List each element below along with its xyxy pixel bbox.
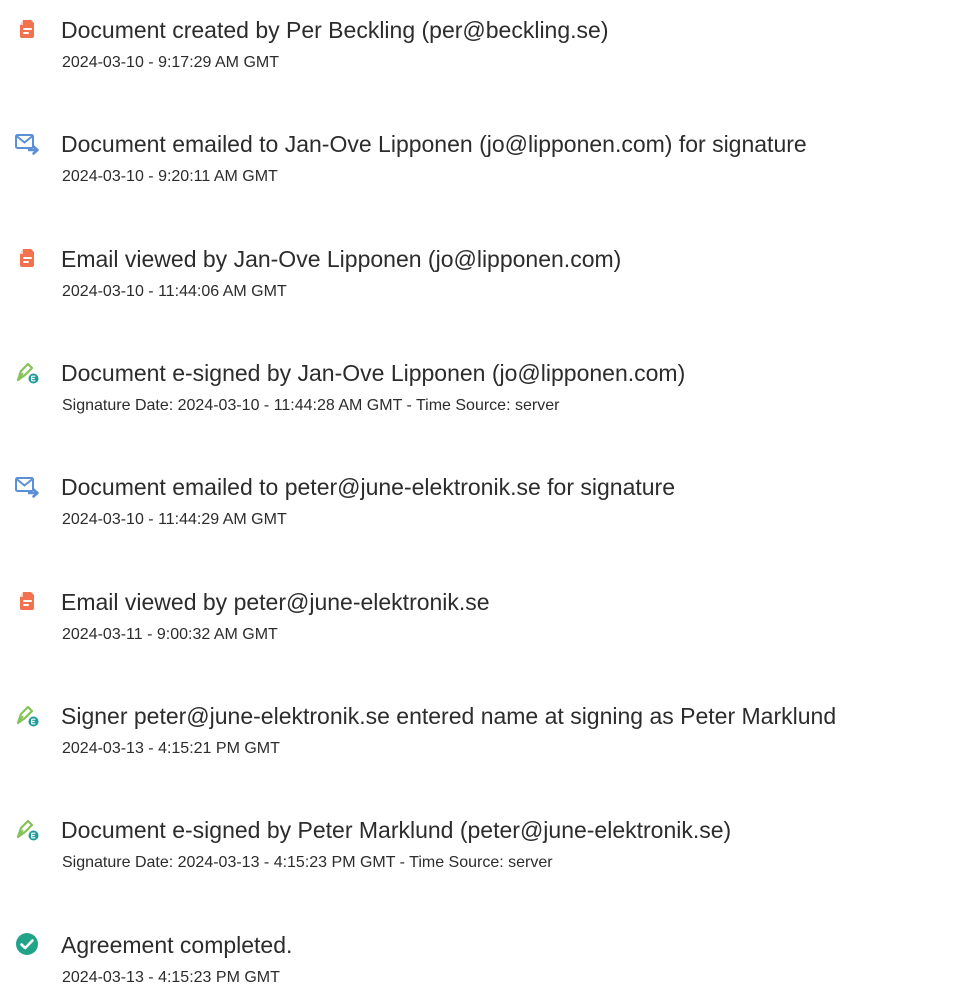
event-title: Document created by Per Beckling (per@beckling.se) (61, 17, 609, 43)
audit-event (0, 472, 961, 542)
event-timestamp: 2024-03-10 - 9:17:29 AM GMT (62, 54, 279, 71)
esign-icon (15, 817, 39, 841)
audit-event (0, 358, 961, 428)
audit-event (0, 587, 961, 657)
event-timestamp: Signature Date: 2024-03-13 - 4:15:23 PM GMT - Time Source: server (62, 854, 553, 871)
event-title: Document emailed to Jan-Ove Lipponen (jo@lipponen.com) for signature (61, 131, 807, 157)
check-circle-icon (15, 932, 39, 956)
event-timestamp: 2024-03-10 - 11:44:29 AM GMT (62, 511, 287, 528)
event-timestamp: 2024-03-10 - 11:44:06 AM GMT (62, 283, 287, 300)
email-icon (15, 131, 39, 155)
audit-event (0, 701, 961, 771)
event-title: Document e-signed by Peter Marklund (peter@june-elektronik.se) (61, 817, 732, 843)
event-timestamp: 2024-03-13 - 4:15:21 PM GMT (62, 740, 280, 757)
email-icon (15, 474, 39, 498)
event-title: Document e-signed by Jan-Ove Lipponen (jo@lipponen.com) (61, 360, 686, 386)
event-title: Document emailed to peter@june-elektronik.se for signature (61, 474, 675, 500)
esign-icon (15, 703, 39, 727)
audit-event (0, 15, 961, 85)
event-title: Signer peter@june-elektronik.se entered name at signing as Peter Marklund (61, 703, 837, 729)
event-timestamp: 2024-03-10 - 9:20:11 AM GMT (62, 168, 278, 185)
audit-event (0, 129, 961, 199)
event-timestamp: Signature Date: 2024-03-10 - 11:44:28 AM GMT - Time Source: server (62, 397, 560, 414)
audit-event (0, 815, 961, 885)
event-timestamp: 2024-03-13 - 4:15:23 PM GMT (62, 969, 280, 986)
event-title: Email viewed by Jan-Ove Lipponen (jo@lipponen.com) (61, 246, 622, 272)
document-icon (15, 17, 39, 41)
event-title: Agreement completed. (61, 932, 293, 958)
event-title: Email viewed by peter@june-elektronik.se (61, 589, 490, 615)
audit-event (0, 930, 961, 1000)
document-icon (15, 589, 39, 613)
event-timestamp: 2024-03-11 - 9:00:32 AM GMT (62, 626, 278, 643)
document-icon (15, 246, 39, 270)
esign-icon (15, 360, 39, 384)
audit-event (0, 244, 961, 314)
